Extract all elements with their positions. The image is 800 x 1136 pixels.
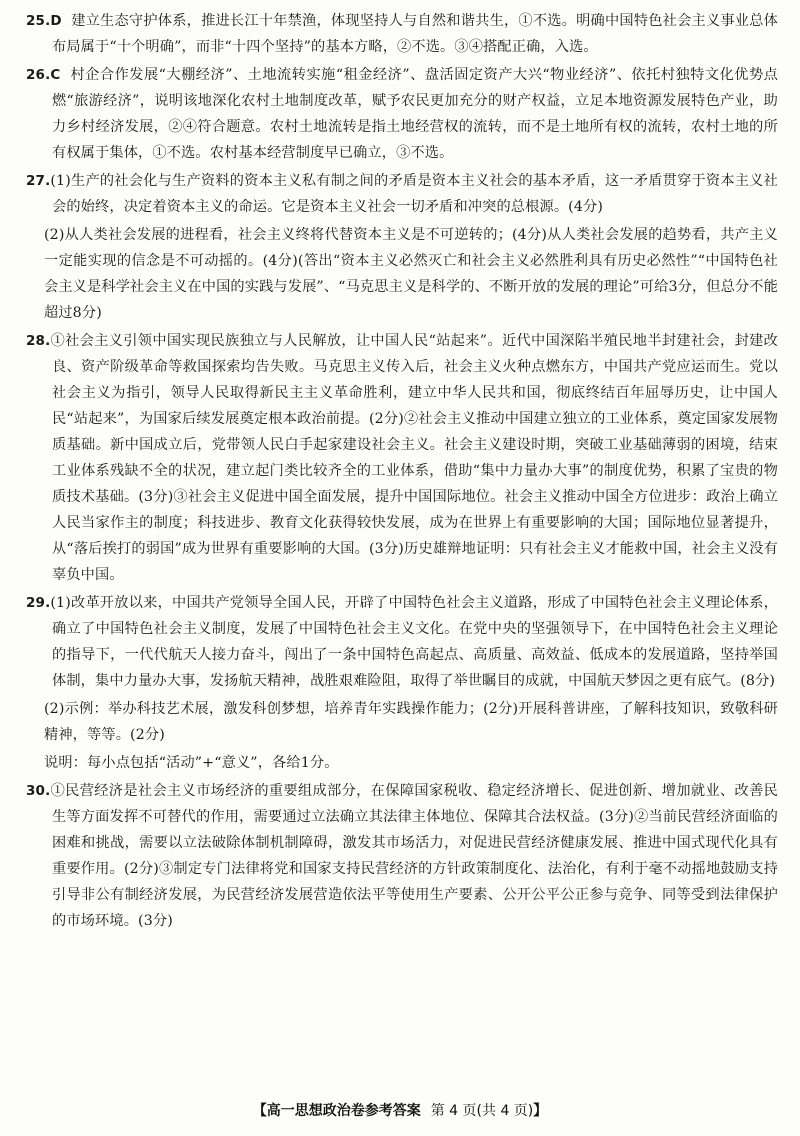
question-number: 27. [26, 173, 51, 189]
page-footer [0, 1100, 800, 1120]
answer-text: ①社会主义引领中国实现民族独立与人民解放，让中国人民“站起来”。近代中国深陷半殖民地半封建社会，封建改良、资产阶级革命等救国探索均告失败。马克思主义传入后，社会主义火种点燃东方，中国共产党应运而生。党以社会主义为指引，领导人民取得新民主主义革命胜利，建立中华人民共和国，彻底终结百年屈辱历史，让中国人民“站起来”，为国家后续发展奠定根本政治前提。(2分)②社会主义推动中国建立独立的工业体系，奠定国家发展物质基础。新中国成立后，党带领人民白手起家建设社会主义。社会主义建设时期，突破工业基础薄弱的困境，结束工业体系残缺不全的状况，建立起门类比较齐全的工业体系，借助“集中力量办大事”的制度优势，积累了宝贵的物质技术基础。(3分)③社会主义促进中国全面发展，提升中国国际地位。社会主义推动中国全方位进步：政治上确立人民当家作主的制度；科技进步、教育文化获得较快发展，成为在世界上有重要影响的大国；国际地位显著提升，从“落后挨打的弱国”成为世界有重要影响的大国。(3分)历史雄辩地证明：只有社会主义才能救中国，社会主义没有辜负中国。 [50, 333, 778, 583]
answer-text: ①民营经济是社会主义市场经济的重要组成部分，在保障国家税收、稳定经济增长、促进创新、增加就业、改善民生等方面发挥不可替代的作用，需要通过立法确立其法律主体地位、保障其合法权益。(3分)②当前民营经济面临的困难和挑战，需要以立法破除体制机制障碍，激发其市场活力，对促进民营经济健康发展、推进中国式现代化具有重要作用。(2分)③制定专门法律将党和国家支持民营经济的方针政策制度化、法治化，有利于毫不动摇地鼓励支持引导非公有制经济发展，为民营经济发展营造依法平等使用生产要素、公开公平公正参与竞争、同等受到法律保护的市场环境。(3分) [50, 783, 778, 929]
answer-text: (1)改革开放以来，中国共产党领导全国人民，开辟了中国特色社会主义道路，形成了中国特色社会主义理论体系，确立了中国特色社会主义制度，发展了中国特色社会主义文化。在党中央的坚强领导下，在中国特色社会主义理论的指导下，一代代航天人接力奋斗，闯出了一条中国特色高起点、高质量、高效益、低成本的发展道路，坚持举国体制，集中力量办大事，发扬航天精神，战胜艰难险阻，取得了举世瞩目的成就，中国航天梦因之更有底气。(8分) [50, 595, 778, 689]
answer-25 [26, 8, 778, 60]
answer-content [26, 8, 778, 936]
answer-27-part-2: (2)从人类社会发展的进程看，社会主义终将代替资本主义是不可逆转的；(4分)从人类社会发展的趋势看，共产主义一定能实现的信念是不可动摇的。(4分)(答出“资本主义必然灭亡和社会主义必然胜利具有历史必然性”“中国特色社会主义是科学社会主义在中国的实践与发展”、“马克思主义是科学的、不断开放的发展的理论”可给3分，但总分不能超过8分) [44, 227, 778, 321]
answer-29-part-1 [26, 590, 778, 694]
answer-29-note: 说明：每小点包括“活动”+“意义”，各给1分。 [44, 755, 339, 771]
answer-29-part-2: (2)示例：举办科技艺术展，激发科创梦想，培养青年实践操作能力；(2分)开展科普讲座，了解科技知识，致敬科研精神，等等。(2分) [44, 701, 778, 743]
footer-title: 高一思想政治卷参考答案 [266, 1103, 421, 1119]
question-number: 29. [26, 595, 51, 611]
question-number: 26.C [26, 67, 61, 83]
footer-close-bracket: 】 [533, 1103, 548, 1119]
question-number: 28. [26, 333, 51, 349]
answer-text: (1)生产的社会化与生产资料的资本主义私有制之间的矛盾是资本主义社会的基本矛盾，这一矛盾贯穿于资本主义社会的始终，决定着资本主义的命运。它是资本主义社会一切矛盾和冲突的总根源。(4分) [50, 173, 778, 215]
answer-27-part-1 [26, 168, 778, 220]
answer-text: 建立生态守护体系，推进长江十年禁渔，体现坚持人与自然和谐共生，①不选。明确中国特色社会主义事业总体布局属于“十个明确”，而非“十四个坚持”的基本方略，②不选。③④搭配正确，入选。 [52, 13, 778, 55]
answer-30 [26, 778, 778, 934]
answer-text: 村企合作发展“大棚经济”、土地流转实施“租金经济”、盘活固定资产大兴“物业经济”、依托村独特文化优势点燃“旅游经济”，说明该地深化农村土地制度改革，赋予农民更加充分的财产权益，立足本地资源发展特色产业，助力乡村经济发展，②④符合题意。农村土地流转是指土地经营权的流转，而不是土地所有权的流转，农村土地的所有权属于集体，①不选。农村基本经营制度早已确立，③不选。 [52, 67, 779, 161]
footer-page-info: 第 4 页(共 4 页) [430, 1103, 534, 1119]
answer-28 [26, 328, 778, 588]
question-number: 25.D [26, 13, 62, 29]
footer-open-bracket: 【 [252, 1103, 267, 1119]
answer-26 [26, 62, 778, 166]
question-number: 30. [26, 783, 51, 799]
